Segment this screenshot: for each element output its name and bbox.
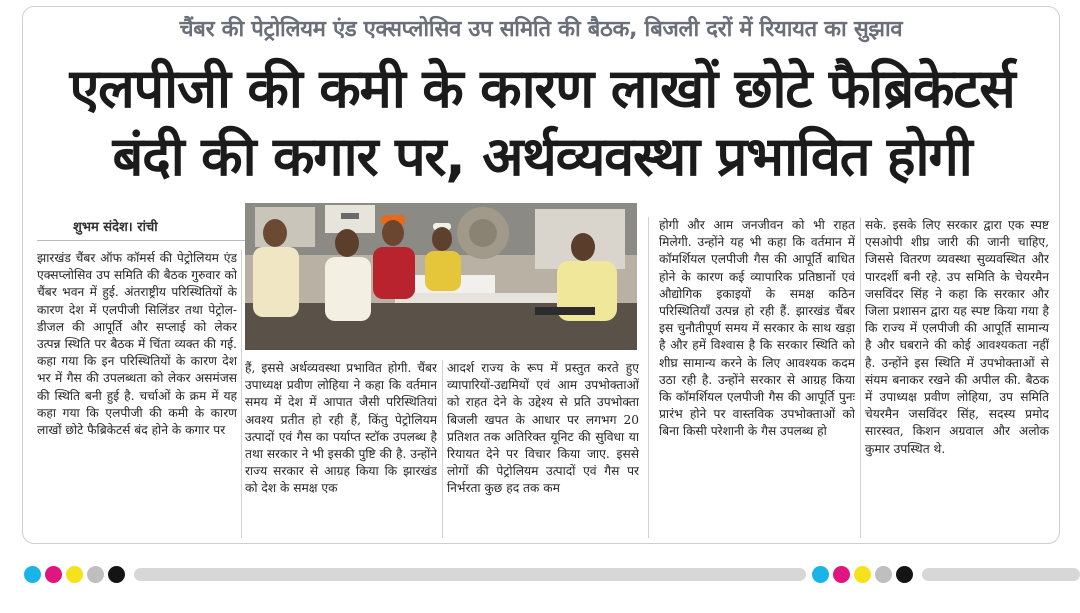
cyan-dot [812,566,829,583]
article-column-5: सके. इसके लिए सरकार द्वारा एक स्पष्ट एसओपी शीघ्र जारी की जानी चाहिए, जिससे वितरण व्यवस्था सुव्यवस्थित और पारदर्शी बनी रहे. उप समिति के चेयरमैन जसविंदर सिंह ने कहा कि सरकार और जिला प्रशासन द्वारा यह स्पष्ट किया गया है कि राज्य में एलपीजी की आपूर्ति सामान्य है और घबराने की कोई आवश्यकता नहीं है. उन्होंने इस स्थिति में उपभोक्ताओं से संयम बनाकर रखने की अपील की. बैठक में उपाध्यक्ष प्रवीण लोहिया, उप समिति चेयरमैन जसविंदर सिंह, सदस्य प्रमोद सारस्वत, किशन अग्रवाल और अलोक कुमार उपस्थित थे. [865,218,1049,456]
article-column-3: आदर्श राज्य के रूप में प्रस्तुत करते हुए व्यापारियों-उद्यमियों एवं आम उपभोक्ताओं को राहत देने के उद्देश्य से प्रति उपभोक्ता बिजली खपत के आधार पर लगभग 20 प्रतिशत तक अतिरिक्त यूनिट की सुविधा या रियायत देने पर विचार किया जाए. इससे लोगों की पेट्रोलियम उत्पादों एवं गैस पर निर्भरता कुछ हद तक कम [447,361,639,496]
grey-dot [875,566,892,583]
meeting-photo [245,203,637,350]
column-divider [860,217,861,538]
article-kicker: चैंबर की पेट्रोलियम एंड एक्सप्लोसिव उप समिति की बैठक, बिजली दरों में रियायत का सुझाव [179,17,903,42]
black-dot [896,566,913,583]
registration-bar [922,568,1080,581]
article-column-2: हैं, इससे अर्थव्यवस्था प्रभावित होगी. चैंबर उपाध्यक्ष प्रवीण लोहिया ने कहा कि वर्तमान समय में देश में आपात जैसी परिस्थितियां अवश्य प्रतीत हो रही हैं, किंतु पेट्रोलियम उत्पादों एवं गैस का पर्याप्त स्टॉक उपलब्ध है तथा सरकार ने भी इसकी पुष्टि की है. उन्होंने राज्य सरकार से आग्रह किया कि झारखंड को देश के समक्ष एक [245,361,437,496]
headline-line-2: बंदी की कगार पर, अर्थव्यवस्था प्रभावित होगी [112,125,972,188]
cyan-dot [24,566,41,583]
newspaper-clipping [22,6,1060,544]
column-divider [241,250,242,538]
byline-rule [37,240,247,241]
yellow-dot [854,566,871,583]
color-registration-bar [0,562,1080,582]
yellow-dot [66,566,83,583]
headline-line-1: एलपीजी की कमी के कारण लाखों छोटे फैब्रिकेटर्स [69,57,1015,120]
column-divider [442,360,443,538]
registration-bar [134,568,806,581]
meeting-photo-illustration [245,203,637,350]
magenta-dot [833,566,850,583]
byline: शुभम संदेश। रांची [73,220,158,235]
grey-dot [87,566,104,583]
column-divider [648,217,649,538]
article-column-1: झारखंड चैंबर ऑफ कॉमर्स की पेट्रोलियम एंड एक्सप्लोसिव उप समिति की बैठक गुरुवार को चैंबर भवन में हुई. अंतराष्ट्रीय परिस्थितियों के कारण देश में एलपीजी सिलिंडर तथा पेट्रोल-डीजल की आपूर्ति और सप्लाई को लेकर उत्पन्न स्थिति पर बैठक में चिंता व्यक्त की गई. कहा गया कि इन परिस्थितियों के कारण देश भर में गैस की उपलब्धता को लेकर असमंजस की स्थिति बनी हुई है. चर्चाओं के क्रम में यह कहा गया कि एलपीजी की कमी के कारण लाखों छोटे फैब्रिकेटर्स बंद होने के कगार पर [37,251,237,438]
magenta-dot [45,566,62,583]
article-column-4: होगी और आम जनजीवन को भी राहत मिलेगी. उन्होंने यह भी कहा कि वर्तमान में कॉमर्शियल एलपीजी गैस की आपूर्ति बाधित होने के कारण कई व्यापारिक प्रतिष्ठानों एवं औद्योगिक इकाइयों के समक्ष कठिन परिस्थितियाँ उत्पन्न हो रही हैं. झारखंड चैंबर इस चुनौतीपूर्ण समय में सरकार के साथ खड़ा है और हमें विश्वास है कि सरकार स्थिति को शीघ्र सामान्य करने के लिए आवश्यक कदम उठा रही है. उन्होंने सरकार से आग्रह किया कि कॉमर्शियल एलपीजी गैस की आपूर्ति पुनः प्रारंभ होने पर वास्तविक उपभोक्ताओं को बिना किसी परेशानी के गैस उपलब्ध हो [659,218,855,439]
black-dot [108,566,125,583]
